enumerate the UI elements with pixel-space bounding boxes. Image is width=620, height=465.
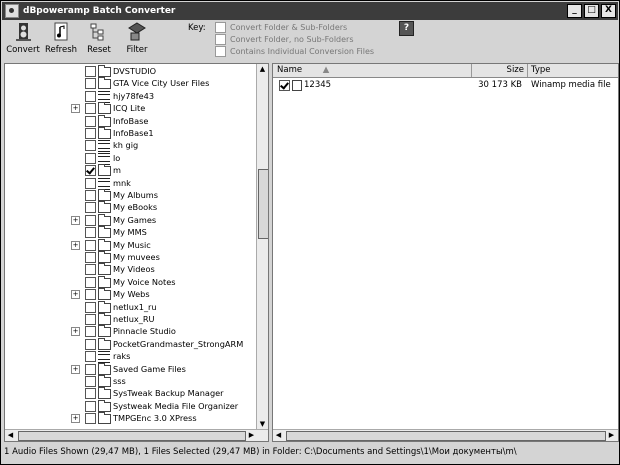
tree-item-label: lo	[113, 152, 121, 163]
tree-item[interactable]	[5, 400, 260, 412]
folder-icon	[98, 166, 111, 176]
tree-item-label: SysTweak Backup Manager	[113, 388, 224, 399]
filter-button[interactable]	[120, 21, 154, 59]
folder-icon	[98, 315, 111, 325]
folder-icon	[98, 253, 111, 263]
tree-item[interactable]	[5, 263, 260, 275]
tree-item-label: raks	[113, 351, 131, 362]
folder-icon	[98, 67, 111, 77]
tree-item[interactable]	[5, 152, 260, 164]
tree-checkbox[interactable]	[85, 351, 96, 362]
audio-file-icon	[292, 80, 302, 91]
tree-checkbox[interactable]	[85, 165, 96, 176]
tree-checkbox[interactable]	[85, 240, 96, 251]
tree-checkbox[interactable]	[85, 339, 96, 350]
scroll-right-icon[interactable]: ▶	[606, 430, 617, 441]
minimize-button[interactable]: _	[567, 4, 582, 18]
file-list-header	[273, 64, 618, 78]
key-item: Convert Folder, no Sub-Folders	[215, 34, 354, 45]
tree-item-label: Pinnacle Studio	[113, 326, 176, 337]
tree-checkbox[interactable]	[85, 364, 96, 375]
key-subfolders-icon	[215, 22, 226, 33]
tree-item-label: netlux1_ru	[113, 301, 157, 312]
close-button[interactable]: X	[601, 4, 616, 18]
tree-item[interactable]	[5, 214, 260, 226]
tree-item-label: My MMS	[113, 227, 147, 238]
tree-item[interactable]	[5, 164, 260, 176]
tree-item[interactable]	[5, 276, 260, 288]
tree-item[interactable]	[5, 288, 260, 300]
file-row[interactable]	[273, 79, 618, 91]
folder-icon	[98, 241, 111, 251]
folder-icon	[98, 79, 111, 89]
folder-icon	[98, 117, 111, 127]
file-list-horizontal-scrollbar[interactable]	[273, 429, 618, 441]
tree-item-label: hjy78fe43	[113, 90, 155, 101]
tree-item-label: My Voice Notes	[113, 276, 176, 287]
tree-item-label: DVSTUDIO	[113, 66, 157, 76]
tree-item-label: My Music	[113, 239, 151, 250]
tree-item-label: ICQ Lite	[113, 103, 146, 114]
speaker-icon	[13, 22, 33, 42]
music-note-icon	[51, 22, 71, 42]
tree-item-label: My Webs	[113, 289, 150, 300]
tree-checkbox[interactable]	[85, 140, 96, 151]
tree-checkbox[interactable]	[85, 289, 96, 300]
scroll-left-icon[interactable]: ◀	[5, 430, 16, 441]
folder-icon	[98, 228, 111, 238]
tree-item[interactable]	[5, 375, 260, 387]
tree-item[interactable]	[5, 325, 260, 337]
tree-checkbox[interactable]	[85, 388, 96, 399]
expand-icon[interactable]: +	[72, 290, 79, 299]
tree-checkbox[interactable]	[85, 326, 96, 337]
tree-checkbox[interactable]	[85, 66, 96, 77]
file-checkbox[interactable]	[279, 80, 290, 91]
tree-item[interactable]	[5, 177, 260, 189]
tree-item[interactable]	[5, 77, 260, 89]
tree-item[interactable]	[5, 139, 260, 151]
file-list[interactable]	[272, 63, 619, 442]
tree-item-label: My eBooks	[113, 202, 158, 213]
file-name: 12345	[304, 80, 332, 90]
tree-item[interactable]	[5, 301, 260, 313]
tree-checkbox[interactable]	[85, 227, 96, 238]
key-label: Key:	[188, 23, 206, 33]
tree-vertical-scrollbar[interactable]	[256, 64, 268, 430]
tree-checkbox[interactable]	[85, 401, 96, 412]
tree-hscroll-thumb[interactable]	[18, 431, 246, 441]
conversion-files-icon	[98, 140, 110, 152]
window-title: dBpoweramp Batch Converter	[23, 6, 176, 16]
tree-item-label: My Videos	[113, 264, 155, 275]
app-icon	[5, 4, 19, 18]
folder-icon	[98, 278, 111, 288]
folder-icon	[98, 216, 111, 226]
tree-checkbox[interactable]	[85, 128, 96, 139]
reset-label: Reset	[87, 45, 111, 55]
tree-checkbox[interactable]	[85, 153, 96, 164]
tree-item[interactable]	[5, 201, 260, 213]
column-type-header[interactable]: Type	[531, 65, 551, 75]
file-list-hscroll-thumb[interactable]	[286, 431, 606, 441]
help-button[interactable]: ?	[399, 21, 414, 36]
scroll-up-icon[interactable]: ▲	[257, 64, 268, 75]
maximize-button[interactable]: □	[584, 4, 599, 18]
convert-label: Convert	[6, 45, 40, 55]
tree-item-label: netlux_RU	[113, 314, 155, 324]
tree-item-label: kh gig	[113, 140, 139, 151]
tree-item[interactable]	[5, 226, 260, 238]
tree-item[interactable]	[5, 65, 260, 77]
tree-scroll-thumb[interactable]	[258, 169, 269, 239]
key-item: Contains Individual Conversion Files	[215, 46, 374, 57]
tree-checkbox[interactable]	[85, 302, 96, 313]
tree-checkbox[interactable]	[85, 116, 96, 127]
expand-icon[interactable]: +	[72, 104, 79, 113]
refresh-button[interactable]	[44, 21, 78, 59]
refresh-label: Refresh	[44, 45, 78, 55]
tree-item[interactable]	[5, 251, 260, 263]
expand-icon[interactable]: +	[72, 240, 79, 249]
tree-checkbox[interactable]	[85, 314, 96, 325]
conversion-files-icon	[98, 153, 110, 165]
expand-icon[interactable]: +	[72, 364, 79, 373]
tree-item[interactable]	[5, 350, 260, 362]
filter-label: Filter	[126, 45, 148, 55]
toolbar	[2, 21, 618, 61]
folder-icon	[98, 191, 111, 201]
tree-item-label: sss	[113, 376, 126, 386]
tree-checkbox[interactable]	[85, 277, 96, 288]
tree-item[interactable]	[5, 189, 260, 201]
file-size: 30 173 KB	[478, 80, 522, 90]
folder-icon	[98, 365, 111, 375]
scroll-down-icon[interactable]: ▼	[257, 419, 268, 430]
key-item: Convert Folder & Sub-Folders	[215, 22, 347, 33]
tree-item-label: GTA Vice City User Files	[113, 78, 210, 89]
folder-icon	[98, 104, 111, 114]
tree-checkbox[interactable]	[85, 413, 96, 424]
tree-item-label: PocketGrandmaster_StrongARM	[113, 338, 244, 349]
tree-checkbox[interactable]	[85, 202, 96, 213]
tree-item[interactable]	[5, 102, 260, 114]
tree-horizontal-scrollbar[interactable]	[5, 429, 268, 441]
folder-icon	[98, 340, 111, 350]
tree-item-label: My Games	[113, 214, 157, 225]
tree-item[interactable]	[5, 412, 260, 424]
tree-item-label: m	[113, 165, 121, 176]
folder-icon	[98, 402, 111, 412]
conversion-files-icon	[98, 351, 110, 363]
status-bar: 1 Audio Files Shown (29,47 MB), 1 Files Selected (29,47 MB) in Folder: C:\Documents and Settings\1\Мои документы\m\	[4, 447, 517, 457]
column-name-header[interactable]: Name ▲	[273, 64, 472, 77]
tree-item-label: InfoBase	[113, 115, 149, 126]
tree-item-label: InfoBase1	[113, 128, 154, 138]
sort-ascending-icon: ▲	[322, 65, 330, 75]
column-size-header[interactable]: Size	[472, 64, 528, 77]
tree-item-label: mnk	[113, 177, 131, 188]
tree-item-label: TMPGEnc 3.0 XPress	[113, 413, 197, 424]
folder-icon	[98, 265, 111, 275]
scroll-right-icon[interactable]: ▶	[246, 430, 257, 441]
tree-item[interactable]	[5, 90, 260, 102]
folder-tree[interactable]	[4, 63, 269, 442]
folder-icon	[98, 290, 111, 300]
tree-item[interactable]	[5, 313, 260, 325]
file-type: Winamp media file	[531, 80, 611, 90]
tree-item[interactable]	[5, 115, 260, 127]
expand-icon[interactable]: +	[72, 215, 79, 224]
tree-reset-icon	[89, 22, 109, 42]
tree-checkbox[interactable]	[85, 91, 96, 102]
conversion-files-icon	[98, 91, 110, 103]
folder-icon	[98, 377, 111, 387]
tree-item[interactable]	[5, 363, 260, 375]
scroll-left-icon[interactable]: ◀	[273, 430, 284, 441]
tree-item-label: Systweak Media File Organizer	[113, 400, 239, 411]
folder-icon	[98, 389, 111, 399]
folder-icon	[98, 327, 111, 337]
tree-checkbox[interactable]	[85, 264, 96, 275]
key-individual-files-icon	[215, 46, 226, 57]
tree-item[interactable]	[5, 387, 260, 399]
conversion-files-icon	[98, 178, 110, 190]
filter-icon	[127, 22, 147, 42]
folder-icon	[98, 414, 111, 424]
tree-checkbox[interactable]	[85, 376, 96, 387]
tree-item[interactable]	[5, 338, 260, 350]
tree-item-label: My Albums	[113, 190, 159, 200]
tree-item-label: Saved Game Files	[113, 363, 186, 374]
expand-icon[interactable]: +	[72, 414, 79, 423]
title-bar[interactable]	[2, 2, 618, 20]
tree-checkbox[interactable]	[85, 252, 96, 263]
key-no-subfolders-icon	[215, 34, 226, 45]
folder-icon	[98, 303, 111, 313]
convert-button[interactable]	[6, 21, 40, 59]
tree-checkbox[interactable]	[85, 103, 96, 114]
expand-icon[interactable]: +	[72, 327, 79, 336]
reset-button[interactable]	[82, 21, 116, 59]
tree-checkbox[interactable]	[85, 78, 96, 89]
tree-item[interactable]	[5, 127, 260, 139]
folder-icon	[98, 203, 111, 213]
folder-icon	[98, 129, 111, 139]
tree-checkbox[interactable]	[85, 178, 96, 189]
tree-checkbox[interactable]	[85, 190, 96, 201]
tree-item-label: My muvees	[113, 252, 160, 262]
tree-item[interactable]	[5, 239, 260, 251]
tree-checkbox[interactable]	[85, 215, 96, 226]
